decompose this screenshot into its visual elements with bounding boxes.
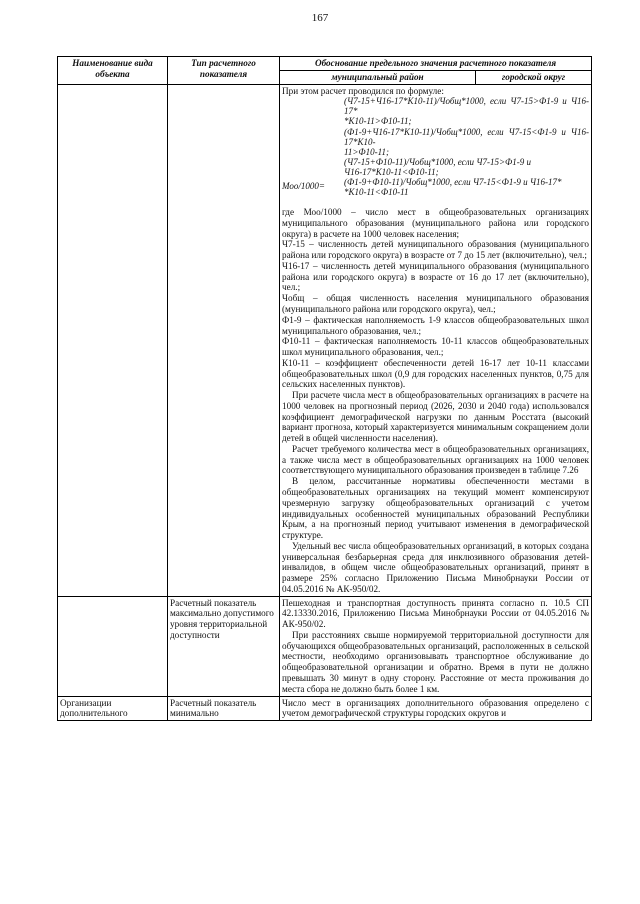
- formula-intro: При этом расчет проводился по формуле:: [282, 85, 444, 96]
- paragraph: Удельный вес числа общеобразовательных организаций, в которых создана универсальная безбарьерная среда для инклюзивного образования детей-инвалидов, в общем числе общеобразовательных организаций, принят в размере 25% согласно Приложению Письма Минобрнауки России от 04.05.2016 № АК-950/02.: [282, 540, 590, 594]
- paragraph: При расстояниях свыше нормируемой территориальной доступности для обучающихся общеобразовательных организаций, расположенных в сельской местности, необходимо организовывать транспортное обслуживание до общеобразовательной организации и обратно. Время в пути не должно превышать 30 минут в одну сторону. Расстояние от места проживания до места сбора не должно быть более 1 км.: [282, 629, 590, 694]
- justification-cell: Число мест в организациях дополнительного образования определено с учетом демографической структуры городских округов и: [280, 696, 592, 721]
- formula: [282, 96, 589, 197]
- definition: где Моо/1000 – число мест в общеобразовательных организациях муниципального образования (муниципального района или городского округа) в расчете на 1000 человек населения;: [282, 207, 590, 239]
- paragraph: В целом, рассчитанные нормативы обеспеченности местами в общеобразовательных организациях на текущий момент компенсируют чрезмерную загрузку общеобразовательных организаций с учетом индивидуальных особенностей муниципальных образований Республики Крым, а на прогнозный период учитывают изменения в демографической структуре.: [282, 476, 590, 541]
- indicator-type-cell: Расчетный показатель максимально допустимого уровня территориальной доступности: [168, 596, 280, 696]
- definition: Ч7-15 – численность детей муниципального образования (муниципального района или городского округа) в возрасте от 7 до 15 лет (включительно), чел.;: [282, 239, 590, 261]
- definition: Ф10-11 – фактическая наполняемость 10-11 классов общеобразовательных школ муниципального образования, чел.;: [282, 336, 590, 358]
- table-row: [58, 84, 592, 596]
- formula-line: Ч16-17*К10-11<Ф10-11;: [344, 166, 439, 177]
- formula-label: Моо/1000=: [282, 180, 325, 191]
- formula-line: (Ф1-9+Ч16-17*К10-11)/Чобщ*1000, если Ч7-15<Ф1-9 и Ч16-17*К10-: [344, 126, 590, 147]
- justification-cell: [280, 596, 592, 696]
- formula-line: (Ч7-15+Ф10-11)/Чобщ*1000, если Ч7-15>Ф1-9 и: [344, 156, 532, 167]
- definition: Ч16-17 – численность детей муниципального образования (муниципального района или городского округа) в возрасте от 16 до 17 лет (включительно), чел.;: [282, 260, 590, 293]
- object-cell-empty: [58, 596, 168, 696]
- standards-table: [57, 56, 592, 721]
- formula-line: (Ф1-9+Ф10-11)/Чобщ*1000, если Ч7-15<Ф1-9 и Ч16-17*: [344, 176, 562, 187]
- header-justification: Обоснование предельного значения расчетного показателя: [280, 57, 592, 71]
- table-row: [58, 596, 592, 696]
- definition: К10-11 – коэффициент обеспеченности детей 16-17 лет 10-11 классами общеобразовательных школ (0,9 для городских населенных пунктов, 0,75 для сельских населенных пунктов).: [282, 357, 590, 390]
- paragraph: При расчете числа мест в общеобразовательных организациях в расчете на 1000 человек на прогнозный период (2026, 2030 и 2040 года) использовался коэффициент демографической нагрузки по данным Росстата (высокий вариант прогноза, который характеризуется минимальным сокращением доли детей в общей численности населения).: [282, 390, 590, 444]
- justification-cell: [280, 84, 592, 596]
- type-cell-empty: [168, 84, 280, 596]
- paragraph: Пешеходная и транспортная доступность принята согласно п. 10.5 СП 42.13330.2016, Приложению Письма Минобрнауки России от 04.05.2016 № АК-950/02.: [282, 597, 590, 630]
- paragraph: Расчет требуемого количества мест в общеобразовательных организациях, а также числа мест в общеобразовательных организациях на 1000 человек соответствующего муниципального образования произведен в таблице 7.26: [282, 443, 590, 476]
- header-municipal-district: муниципальный район: [280, 70, 476, 84]
- indicator-type-cell: Расчетный показатель минимально: [168, 696, 280, 721]
- table-row: [58, 696, 592, 721]
- header-indicator-type: Тип расчетного показателя: [168, 57, 280, 85]
- definition: Чобщ – общая численность населения муниципального образования (муниципального района или городского округа), чел.;: [282, 293, 590, 314]
- formula-line: *К10-11>Ф10-11;: [344, 116, 412, 127]
- definition: Ф1-9 – фактическая наполняемость 1-9 классов общеобразовательных школ муниципального образования, чел.;: [282, 314, 590, 336]
- object-type-cell: Организации дополнительного: [58, 696, 168, 721]
- header-city-district: городской округ: [476, 70, 592, 84]
- formula-line: (Ч7-15+Ч16-17*К10-11)/Чобщ*1000, если Ч7-15>Ф1-9 и Ч16-17*: [344, 96, 590, 117]
- formula-line: 11>Ф10-11;: [344, 146, 389, 157]
- formula-line: *К10-11<Ф10-11: [344, 187, 409, 197]
- object-cell-empty: [58, 84, 168, 596]
- header-object-type: Наименование вида объекта: [58, 57, 168, 85]
- page-number: 167: [311, 12, 329, 24]
